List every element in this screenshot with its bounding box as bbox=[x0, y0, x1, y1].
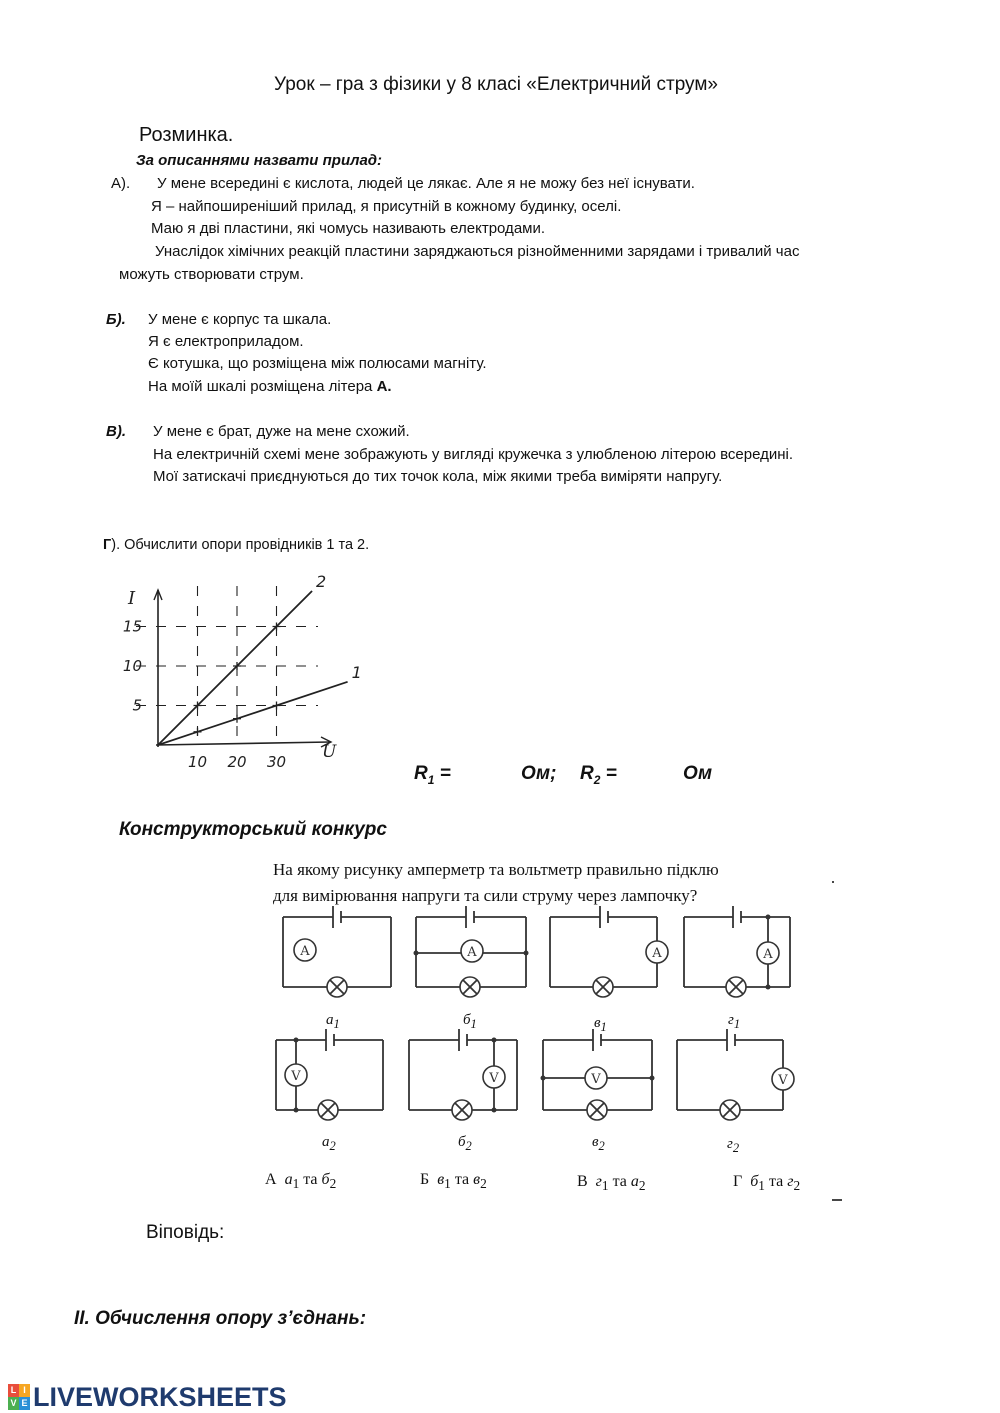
wire-gap bbox=[600, 915, 608, 919]
item-v-label: В). bbox=[106, 423, 126, 440]
y-tick-label: 5 bbox=[132, 696, 142, 715]
series-2-label: 2 bbox=[316, 571, 327, 591]
voltmeter-icon-symbol: V bbox=[591, 1072, 601, 1087]
question-line2: для вимірювання напруги та сили струму через лампочку? bbox=[273, 886, 698, 905]
wire-gap bbox=[466, 915, 474, 919]
y-axis-label: I bbox=[128, 588, 136, 609]
page-title: Урок – гра з фізики у 8 класі «Електричний струм» bbox=[274, 74, 718, 95]
item-a-label: А). bbox=[111, 175, 131, 192]
label-v1: $в_1$ bbox=[594, 1015, 607, 1034]
item-b-line3: Є котушка, що розміщена між полюсами магніту. bbox=[148, 355, 487, 372]
item-g: Г). Обчислити опори провідників 1 та 2. bbox=[103, 537, 370, 553]
label-b2: $б_2$ bbox=[458, 1134, 472, 1153]
label-a2: $а_2$ bbox=[322, 1134, 336, 1153]
liveworksheets-logo: L I V E LIVEWORKSHEETS bbox=[8, 1382, 287, 1412]
junction-dot bbox=[492, 1038, 497, 1043]
wire-gap bbox=[727, 1038, 735, 1042]
ammeter-icon-symbol: A bbox=[652, 946, 662, 961]
warmup-heading: Розминка. bbox=[139, 124, 234, 146]
label-a1: $а_1$ bbox=[326, 1012, 340, 1031]
item-a-line5: можуть створювати струм. bbox=[119, 266, 304, 283]
wire-gap bbox=[333, 915, 341, 919]
junction-dot bbox=[294, 1038, 299, 1043]
junction-dot bbox=[294, 1108, 299, 1113]
junction-dot bbox=[766, 985, 771, 990]
junction-dot bbox=[541, 1076, 546, 1081]
ammeter-icon-symbol: A bbox=[467, 945, 477, 960]
item-a-line2: Я – найпоширеніший прилад, я присутній в кожному будинку, оселі. bbox=[151, 198, 622, 215]
r1-unit: Ом; bbox=[521, 763, 557, 784]
junction-dot bbox=[650, 1076, 655, 1081]
y-tick-label: 15 bbox=[122, 617, 142, 636]
r1-label: $R_1$ = bbox=[414, 763, 451, 787]
junction-dot bbox=[766, 915, 771, 920]
option-a: А $а_1$ та $б_2$ bbox=[265, 1171, 337, 1192]
section2-heading: ІІ. Обчислення опору з’єднань: bbox=[74, 1308, 367, 1329]
item-v-line3: Мої затискачі приєднуються до тих точок кола, між якими треба виміряти напругу. bbox=[153, 468, 723, 485]
logo-badge-icon: L I V E bbox=[8, 1384, 30, 1410]
warmup-instruction: За описаннями назвати прилад: bbox=[136, 152, 383, 169]
item-b-label: Б). bbox=[106, 311, 126, 328]
option-v: В $г_1$ та $а_2$ bbox=[577, 1173, 646, 1194]
r2-unit: Ом bbox=[683, 763, 713, 784]
answer-label: Віповідь: bbox=[146, 1222, 225, 1243]
item-b-line1: У мене є корпус та шкала. bbox=[148, 311, 332, 328]
wire-gap bbox=[733, 915, 741, 919]
item-b-line4: На моїй шкалі розміщена літера А. bbox=[148, 378, 392, 395]
voltmeter-icon-symbol: V bbox=[489, 1071, 499, 1086]
r2-label: $R_2$ = bbox=[580, 763, 617, 787]
series-1-label: 1 bbox=[351, 662, 362, 682]
voltmeter-icon-symbol: V bbox=[291, 1069, 301, 1084]
label-g1: $г_1$ bbox=[728, 1012, 741, 1031]
label-b1: $б_1$ bbox=[463, 1012, 477, 1031]
voltmeter-icon-symbol: V bbox=[778, 1073, 788, 1088]
item-a-line1: У мене всередині є кислота, людей це лякає. Але я не можу без неї існувати. bbox=[157, 175, 695, 192]
ammeter-icon-symbol: A bbox=[300, 944, 310, 959]
x-tick-label: 10 bbox=[187, 753, 208, 771]
item-b-line2: Я є електроприладом. bbox=[148, 333, 304, 350]
item-a-line4: Унаслідок хімічних реакцій пластини заряджаються різнойменними зарядами і тривалий час bbox=[155, 243, 800, 260]
x-tick-label: 20 bbox=[227, 753, 247, 771]
x-axis-label: U bbox=[322, 742, 337, 762]
ammeter-icon-symbol: A bbox=[763, 947, 773, 962]
y-tick-label: 10 bbox=[122, 657, 142, 675]
item-v-line1: У мене є брат, дуже на мене схожий. bbox=[153, 423, 410, 440]
x-tick-label: 30 bbox=[266, 753, 287, 771]
option-g: Г $б_1$ та $г_2$ bbox=[733, 1173, 801, 1194]
question-line1: На якому рисунку амперметр та вольтметр правильно підклю bbox=[273, 860, 719, 879]
label-g2: $г_2$ bbox=[727, 1136, 740, 1155]
item-v-line2: На електричній схемі мене зображують у вигляді кружечка з улюбленою літерою всередині. bbox=[153, 446, 794, 463]
option-b: Б $в_1$ та $в_2$ bbox=[420, 1171, 487, 1192]
wire-gap bbox=[326, 1038, 334, 1042]
item-a-line3: Маю я дві пластини, які чомусь називають електродами. bbox=[151, 220, 546, 237]
constructor-heading: Конструкторський конкурс bbox=[119, 819, 387, 840]
wire-gap bbox=[593, 1038, 601, 1042]
junction-dot bbox=[492, 1108, 497, 1113]
wire-gap bbox=[459, 1038, 467, 1042]
junction-dot bbox=[524, 951, 529, 956]
label-v2: $в_2$ bbox=[592, 1134, 605, 1153]
junction-dot bbox=[414, 951, 419, 956]
